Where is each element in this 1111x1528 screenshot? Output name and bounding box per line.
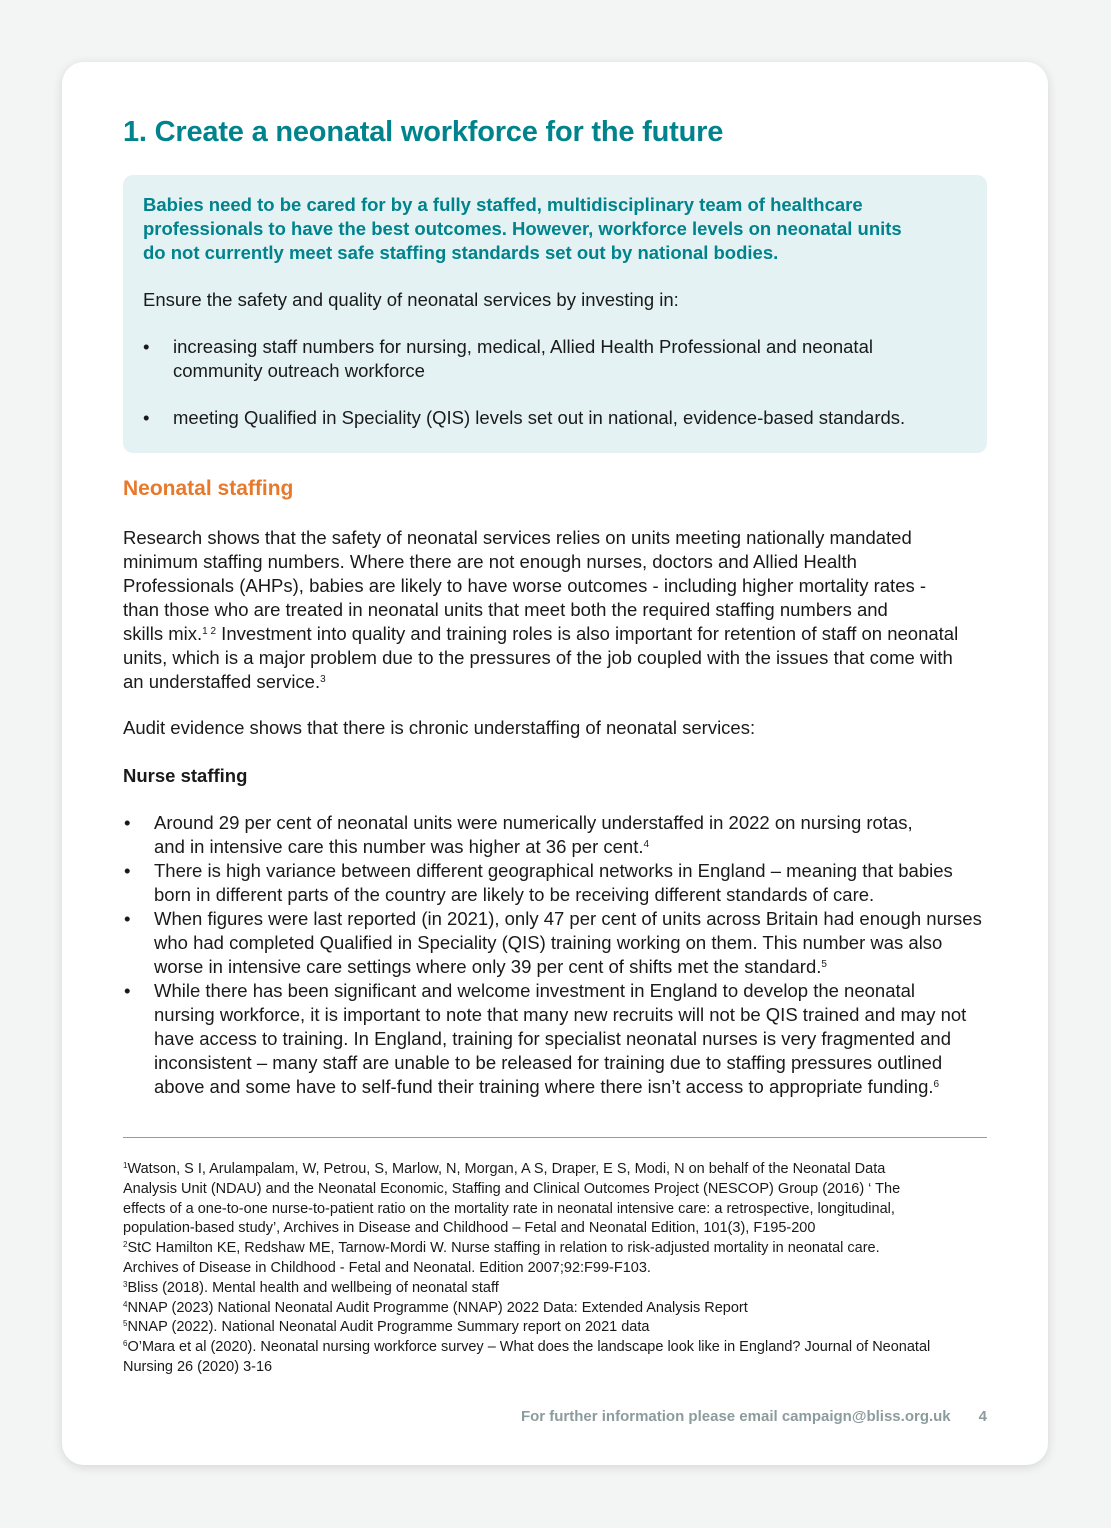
line-text: There is high variance between different geographical networks in England – meaning that babies bbox=[154, 860, 953, 881]
line-text: Nursing 26 (2020) 3-16 bbox=[123, 1358, 273, 1375]
line-text: Watson, S I, Arulampalam, W, Petrou, S, Marlow, N, Morgan, A S, Draper, E S, Modi, N on behalf of the Neonatal Data bbox=[127, 1161, 886, 1177]
body-paragraph bbox=[123, 526, 958, 694]
text-line bbox=[123, 1259, 930, 1279]
text-line bbox=[123, 1219, 930, 1239]
footnote-ref: 2 bbox=[123, 1240, 128, 1250]
text-line bbox=[124, 883, 982, 907]
text-line bbox=[123, 1200, 930, 1220]
line-text: and in intensive care this number was higher at 36 per cent. bbox=[154, 836, 644, 857]
footnote-divider bbox=[123, 1137, 987, 1138]
footnote-ref: 4 bbox=[643, 839, 650, 850]
line-text: Investment into quality and training roles is also important for retention of staff on neonatal bbox=[216, 623, 959, 644]
footer-contact: For further information please email campaign@bliss.org.uk bbox=[520, 1408, 951, 1425]
text-line bbox=[123, 646, 958, 670]
text-line bbox=[123, 622, 958, 646]
line-text: Archives of Disease in Childhood - Fetal and Neonatal. Edition 2007;92:F99-F103. bbox=[123, 1259, 651, 1276]
footnote-ref: 5 bbox=[123, 1319, 128, 1329]
text-line bbox=[124, 1051, 982, 1075]
line-text: Bliss (2018). Mental health and wellbeing of neonatal staff bbox=[127, 1279, 499, 1296]
footnote-ref: 4 bbox=[123, 1299, 128, 1309]
footnotes bbox=[123, 1160, 930, 1378]
line-text: Around 29 per cent of neonatal units were numerically understaffed in 2022 on nursing rotas, bbox=[154, 812, 913, 833]
text-line bbox=[123, 1358, 930, 1378]
text-line bbox=[123, 574, 958, 598]
footnote-ref: 3 bbox=[320, 674, 326, 685]
callout-intro: Ensure the safety and quality of neonatal services by investing in: bbox=[143, 289, 679, 310]
line-text: inconsistent – many staff are unable to be released for training due to staffing pressures outlined bbox=[154, 1052, 943, 1073]
footnote-ref: 6 bbox=[933, 1079, 940, 1090]
footnote-ref: 1 2 bbox=[202, 626, 217, 637]
text-line bbox=[123, 1180, 930, 1200]
line-text: have access to training. In England, training for specialist neonatal nurses is very fragmented and bbox=[154, 1028, 951, 1049]
line-text: units, which is a major problem due to the pressures of the job coupled with the issues that come with bbox=[123, 647, 953, 668]
line-text: skills mix. bbox=[123, 623, 203, 644]
text-line bbox=[123, 550, 958, 574]
audit-text: Audit evidence shows that there is chronic understaffing of neonatal services: bbox=[123, 717, 756, 738]
line-text: than those who are treated in neonatal units that meet both the required staffing numbers and bbox=[123, 599, 888, 620]
callout-bullet-line: • meeting Qualified in Speciality (QIS) levels set out in national, evidence-based standards. bbox=[143, 406, 905, 430]
text-line bbox=[123, 1318, 930, 1338]
callout-lead-line: professionals to have the best outcomes. However, workforce levels on neonatal units bbox=[143, 218, 902, 239]
line-text: When figures were last reported (in 2021), only 47 per cent of units across Britain had enough nurses bbox=[154, 908, 982, 929]
callout-lead-line: Babies need to be cared for by a fully staffed, multidisciplinary team of healthcare bbox=[143, 194, 863, 215]
page-title: 1. Create a neonatal workforce for the future bbox=[123, 116, 724, 148]
line-text: population-based study’, Archives in Disease and Childhood – Fetal and Neonatal Edition, 101(3), F195-200 bbox=[123, 1220, 816, 1237]
text-line bbox=[124, 1027, 982, 1051]
footnote-ref: 3 bbox=[123, 1279, 128, 1289]
footer bbox=[521, 1408, 987, 1425]
line-text: born in different parts of the country are likely to be receiving different standards of care. bbox=[154, 884, 875, 905]
line-text: Research shows that the safety of neonatal services relies on units meeting nationally mandated bbox=[123, 527, 912, 548]
callout-bullet-line: community outreach workforce bbox=[173, 360, 425, 381]
text-line bbox=[123, 526, 958, 550]
text-line bbox=[123, 1299, 930, 1319]
text-line bbox=[124, 1075, 982, 1099]
text-line bbox=[123, 1160, 930, 1180]
text-line bbox=[124, 907, 982, 931]
text-line bbox=[124, 931, 982, 955]
nurse-staffing-bullet bbox=[124, 979, 982, 1099]
page-number: 4 bbox=[978, 1408, 987, 1425]
text-line bbox=[123, 670, 958, 694]
text-line bbox=[123, 598, 958, 622]
text-line bbox=[124, 811, 982, 835]
line-text: NNAP (2023) National Neonatal Audit Programme (NNAP) 2022 Data: Extended Analysis Report bbox=[127, 1299, 748, 1316]
line-text: minimum staffing numbers. Where there are not enough nurses, doctors and Allied Health bbox=[123, 551, 857, 572]
text-line bbox=[123, 1338, 930, 1358]
line-text: effects of a one-to-one nurse-to-patient ratio on the mortality rate in neonatal intensive care: a retrospective, longitudinal, bbox=[123, 1200, 895, 1217]
nurse-staffing-bullet bbox=[124, 907, 982, 979]
line-text: StC Hamilton KE, Redshaw ME, Tarnow-Mordi W. Nurse staffing in relation to risk-adjusted mortality in neonatal care. bbox=[127, 1240, 880, 1257]
callout-lead bbox=[143, 193, 902, 265]
text-line bbox=[123, 1239, 930, 1259]
callout-bullet-line: • increasing staff numbers for nursing, medical, Allied Health Professional and neonatal bbox=[143, 335, 873, 359]
callout-bullet bbox=[143, 406, 905, 430]
line-text: above and some have to self-fund their training where there isn’t access to appropriate funding. bbox=[154, 1076, 934, 1097]
line-text: NNAP (2022). National Neonatal Audit Programme Summary report on 2021 data bbox=[127, 1319, 650, 1336]
subheading-nurse-staffing: Nurse staffing bbox=[123, 765, 248, 786]
line-text: worse in intensive care settings where only 39 per cent of shifts met the standard. bbox=[154, 956, 822, 977]
callout-bullet bbox=[143, 335, 873, 383]
line-text: Professionals (AHPs), babies are likely to have worse outcomes - including higher mortality rates - bbox=[123, 575, 927, 596]
text-line bbox=[124, 1003, 982, 1027]
nurse-staffing-bullet bbox=[124, 811, 982, 859]
section-heading: Neonatal staffing bbox=[123, 477, 294, 500]
line-text: an understaffed service. bbox=[123, 671, 321, 692]
text-line bbox=[124, 979, 982, 1003]
nurse-staffing-list bbox=[124, 811, 982, 1099]
line-text: nursing workforce, it is important to note that many new recruits will not be QIS trained and may not bbox=[154, 1004, 967, 1025]
line-text: O’Mara et al (2020). Neonatal nursing workforce survey – What does the landscape look like in England? Journal of Neonatal bbox=[127, 1339, 931, 1356]
text-line bbox=[124, 955, 982, 979]
text-line bbox=[123, 1279, 930, 1299]
text-line bbox=[124, 835, 982, 859]
footnote-ref: 6 bbox=[123, 1339, 128, 1349]
line-text: who had completed Qualified in Speciality (QIS) training working on them. This number was also bbox=[154, 932, 943, 953]
footnote-ref: 1 bbox=[123, 1161, 128, 1170]
line-text: Analysis Unit (NDAU) and the Neonatal Economic, Staffing and Clinical Outcomes Project (NESCOP) Group (2016) ‘ The bbox=[123, 1180, 901, 1197]
text-line bbox=[124, 859, 982, 883]
nurse-staffing-bullet bbox=[124, 859, 982, 907]
footnote-ref: 5 bbox=[821, 959, 827, 970]
callout-lead-line: do not currently meet safe staffing standards set out by national bodies. bbox=[143, 242, 779, 263]
line-text: While there has been significant and welcome investment in England to develop the neonatal bbox=[154, 980, 916, 1001]
